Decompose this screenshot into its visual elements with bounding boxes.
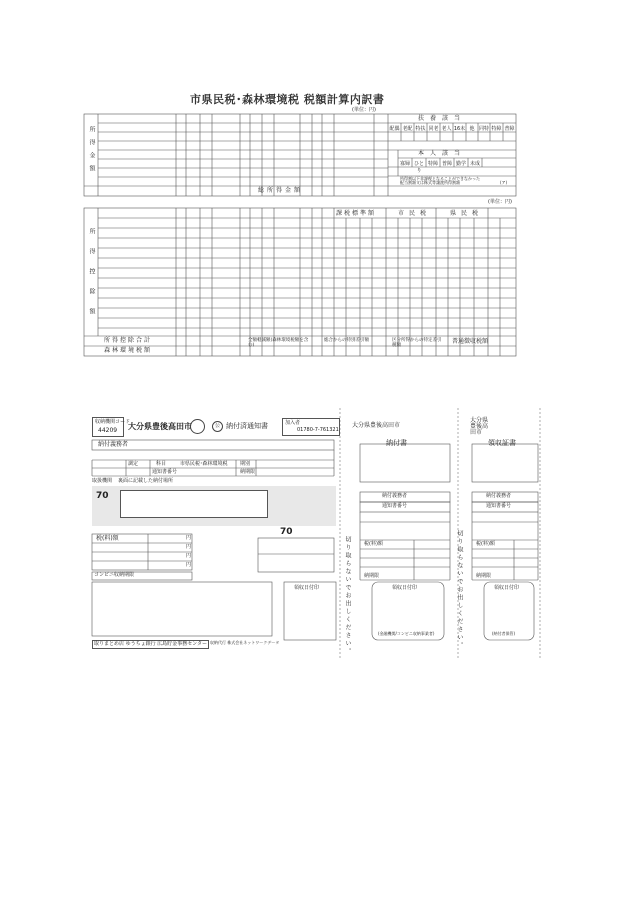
dependent-header: 扶養該当 xyxy=(418,115,467,122)
dependent-columns: 配偶 老配 特扶 同老 老人 16未 他 同特 特障 普障 xyxy=(389,126,515,132)
footer-company: 収納代行 株式会社ネットワークデータ xyxy=(210,640,280,645)
handling-org-text: 裏面に記載した納付場所 xyxy=(118,478,174,484)
city-name: 大分県豊後高田市 xyxy=(128,422,192,431)
handling-org-label: 取扱機関 xyxy=(92,478,113,484)
dividend-note-2: 配当割額又は株式等譲渡所得割額 xyxy=(400,180,460,185)
yen-1: 円 xyxy=(186,535,192,541)
stub2-title: 領収証書 xyxy=(488,439,516,447)
tax-breakdown-title: 市県民税･森林環境税 税額計算内訳書 xyxy=(190,93,385,106)
bottom-label-3: 区分所得からの特定差引税額 xyxy=(392,338,442,348)
stub2-stamp: 領収日付印 xyxy=(494,585,520,591)
stub1-payer: 納付義務者 xyxy=(382,493,408,499)
item-label: 科目 xyxy=(156,461,167,467)
bank-name: 取りまとめ店 ゆうちょ銀行 広島貯金事務センター xyxy=(94,641,207,647)
tax-amount-label: 税(料)額 xyxy=(96,535,119,542)
item-value: 市県民税･森林環境税 xyxy=(180,461,228,467)
period-label: 期別 xyxy=(240,461,251,467)
code-70-right: 70 xyxy=(280,527,293,537)
stub1-city: 大分県豊後高田市 xyxy=(352,422,401,429)
form-name: 納付済通知書 xyxy=(226,422,268,430)
stub2-notice: 通知書番号 xyxy=(486,503,512,509)
deduction-side-label: 所得控除額 xyxy=(88,228,95,328)
stub2-stamp-note: (納付者保管) xyxy=(492,631,516,636)
org-code-box: 収納機関コード 44209 xyxy=(92,417,124,437)
dividend-note-unit: (ア) xyxy=(500,180,508,185)
income-side-label: 所得金額 xyxy=(88,126,95,178)
year-label: 調定 xyxy=(128,461,139,467)
stub2-city: 大分県豊後高田市 xyxy=(470,417,489,436)
stub1-stamp: 領収日付印 xyxy=(392,585,418,591)
bottom-label-1: 全額軽減額(森林環境税額を含む) xyxy=(248,338,309,348)
city-emblem-icon xyxy=(190,419,205,434)
self-columns: 寡婦 ひとり 特障 普障 勤学 未成 xyxy=(399,161,480,174)
convenience-deadline-label: コンビニ収納期限 xyxy=(94,572,135,578)
cut-note-main: 切り取らないでお出しください。 xyxy=(344,536,351,656)
yen-2: 円 xyxy=(186,544,192,550)
public-mark-icon: 公 xyxy=(212,421,223,432)
stub1-deadline: 納期限 xyxy=(364,573,380,579)
stub1-tax: 税(料)額 xyxy=(364,541,383,547)
deadline-label-main: 納期限 xyxy=(240,469,256,475)
stub2-tax: 税(料)額 xyxy=(476,541,495,547)
phone-box: 加入者 01780-7-761321 xyxy=(282,418,340,436)
stub2-deadline: 納期限 xyxy=(476,573,492,579)
unit-label-2: (単位：円) xyxy=(488,199,512,205)
notice-number-label: 通知書番号 xyxy=(152,469,178,475)
receipt-stamp-main: 領収日付印 xyxy=(294,585,320,591)
payer-number-label: 納付義務者 xyxy=(98,441,129,448)
code-70-left: 70 xyxy=(96,491,109,501)
bottom-label-4: 普通徴収税額 xyxy=(452,338,489,345)
tax-header-base: 課税標準額 xyxy=(336,210,377,217)
unit-label: (単位：円) xyxy=(352,107,376,113)
forest-tax-label: 森林環境税額 xyxy=(104,347,153,354)
yen-3: 円 xyxy=(186,553,192,559)
dividend-note-1: 所得割以下非課税となることができなかった xyxy=(400,176,480,181)
bottom-label-2: 総合からの特別差引額 xyxy=(324,338,369,343)
self-header: 本人該当 xyxy=(418,150,467,157)
code-fields xyxy=(120,490,268,518)
total-income-label: 総所得金額 xyxy=(258,187,304,194)
tax-header-pref: 県民税 xyxy=(450,210,484,217)
tax-header-city: 市民税 xyxy=(398,210,432,217)
stub2-payer: 納付義務者 xyxy=(486,493,512,499)
stub1-title: 納付書 xyxy=(386,439,407,447)
yen-4: 円 xyxy=(186,562,192,568)
stub1-notice: 通知書番号 xyxy=(382,503,408,509)
deduction-total-label: 所得控除合計 xyxy=(104,337,153,344)
stub1-stamp-note: (金融機関/コンビニ収納事業者) xyxy=(378,631,435,636)
cut-note-stub1: 切り取らないでお出しください。 xyxy=(456,530,463,650)
